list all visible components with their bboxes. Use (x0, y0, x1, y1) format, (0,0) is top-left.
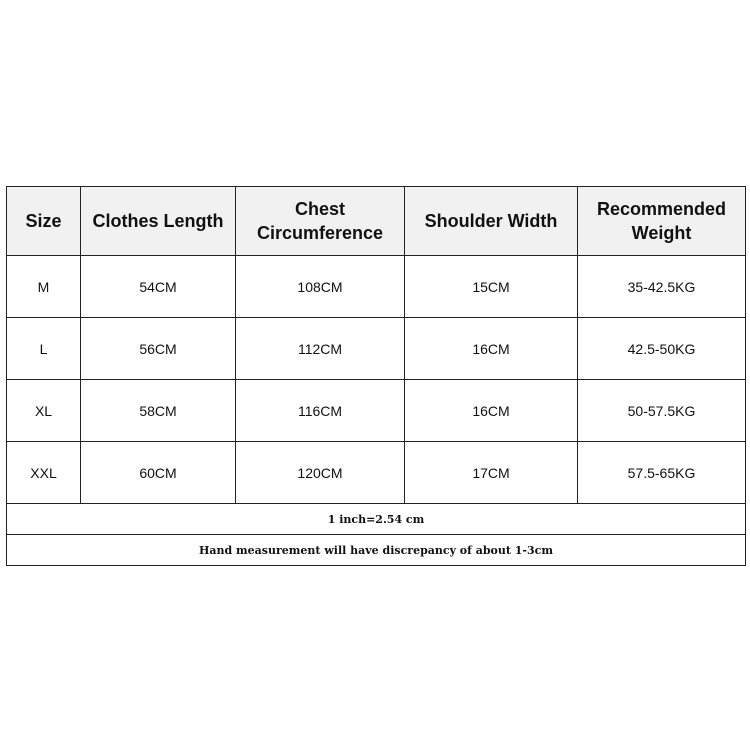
size-cell: M (7, 256, 81, 318)
note-row (7, 535, 746, 566)
shoulder-cell: 17CM (405, 442, 578, 504)
header-shoulder-width: Shoulder Width (405, 187, 578, 256)
length-cell: 54CM (81, 256, 236, 318)
chest-cell: 108CM (236, 256, 405, 318)
table-row (7, 318, 746, 380)
chest-cell: 116CM (236, 380, 405, 442)
shoulder-cell: 16CM (405, 318, 578, 380)
chest-cell: 112CM (236, 318, 405, 380)
chest-cell: 120CM (236, 442, 405, 504)
note-row (7, 504, 746, 535)
size-cell: XXL (7, 442, 81, 504)
header-chest-circumference: Chest Circumference (236, 187, 405, 256)
weight-cell: 35-42.5KG (578, 256, 746, 318)
size-cell: L (7, 318, 81, 380)
weight-cell: 42.5-50KG (578, 318, 746, 380)
table-row (7, 256, 746, 318)
header-row (7, 187, 746, 256)
length-cell: 56CM (81, 318, 236, 380)
header-clothes-length: Clothes Length (81, 187, 236, 256)
inch-conversion-note: 1 inch=2.54 cm (7, 504, 746, 535)
table-row (7, 380, 746, 442)
size-cell: XL (7, 380, 81, 442)
measurement-discrepancy-note: Hand measurement will have discrepancy of about 1-3cm (7, 535, 746, 566)
header-size: Size (7, 187, 81, 256)
weight-cell: 50-57.5KG (578, 380, 746, 442)
shoulder-cell: 16CM (405, 380, 578, 442)
header-recommended-weight: Recommended Weight (578, 187, 746, 256)
length-cell: 60CM (81, 442, 236, 504)
shoulder-cell: 15CM (405, 256, 578, 318)
table-row (7, 442, 746, 504)
size-chart-table (6, 186, 746, 566)
length-cell: 58CM (81, 380, 236, 442)
weight-cell: 57.5-65KG (578, 442, 746, 504)
